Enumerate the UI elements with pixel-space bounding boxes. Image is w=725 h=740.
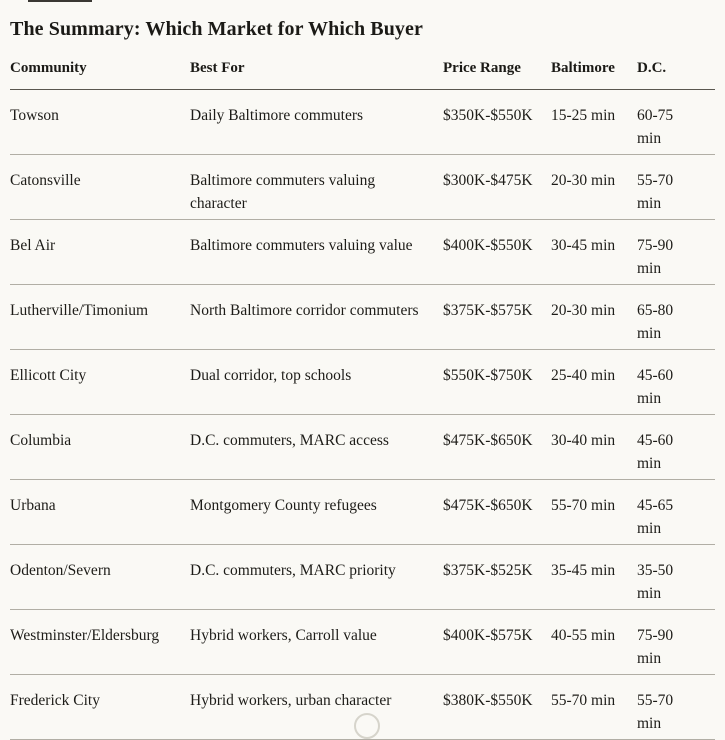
cell-community: Frederick City xyxy=(10,675,190,740)
cell-price_range: $475K-$650K xyxy=(443,480,551,545)
cell-dc: 45-60 min xyxy=(637,415,715,480)
cell-best_for: Daily Baltimore commuters xyxy=(190,90,443,155)
table-row xyxy=(10,350,715,415)
table-header-row xyxy=(10,61,715,90)
cell-dc: 55-70 min xyxy=(637,675,715,740)
cell-price_range: $375K-$525K xyxy=(443,545,551,610)
cell-best_for: Hybrid workers, Carroll value xyxy=(190,610,443,675)
cell-price_range: $300K-$475K xyxy=(443,155,551,220)
cell-baltimore: 55-70 min xyxy=(551,480,637,545)
cell-baltimore: 20-30 min xyxy=(551,155,637,220)
cell-price_range: $400K-$550K xyxy=(443,220,551,285)
top-edge-line xyxy=(28,0,92,2)
table-body xyxy=(10,90,715,740)
cell-price_range: $375K-$575K xyxy=(443,285,551,350)
cell-price_range: $400K-$575K xyxy=(443,610,551,675)
cell-best_for: Baltimore commuters valuing character xyxy=(190,155,443,220)
table-row xyxy=(10,610,715,675)
cell-community: Ellicott City xyxy=(10,350,190,415)
cell-price_range: $550K-$750K xyxy=(443,350,551,415)
cell-baltimore: 55-70 min xyxy=(551,675,637,740)
cell-baltimore: 25-40 min xyxy=(551,350,637,415)
cell-best_for: North Baltimore corridor commuters xyxy=(190,285,443,350)
scroll-top-button-partial[interactable] xyxy=(354,713,380,739)
table-row xyxy=(10,415,715,480)
column-header-price_range: Price Range xyxy=(443,61,551,90)
cell-dc: 35-50 min xyxy=(637,545,715,610)
cell-community: Bel Air xyxy=(10,220,190,285)
column-header-community: Community xyxy=(10,61,190,90)
cell-dc: 65-80 min xyxy=(637,285,715,350)
table-row xyxy=(10,155,715,220)
summary-table xyxy=(10,61,715,740)
cell-baltimore: 15-25 min xyxy=(551,90,637,155)
cell-price_range: $350K-$550K xyxy=(443,90,551,155)
cell-best_for: Baltimore commuters valuing value xyxy=(190,220,443,285)
cell-best_for: Hybrid workers, urban character xyxy=(190,675,443,740)
column-header-best_for: Best For xyxy=(190,61,443,90)
cell-best_for: D.C. commuters, MARC access xyxy=(190,415,443,480)
table-row xyxy=(10,220,715,285)
column-header-baltimore: Baltimore xyxy=(551,61,637,90)
cell-baltimore: 40-55 min xyxy=(551,610,637,675)
cell-dc: 55-70 min xyxy=(637,155,715,220)
page-title: The Summary: Which Market for Which Buyer xyxy=(10,18,423,40)
cell-best_for: Dual corridor, top schools xyxy=(190,350,443,415)
cell-community: Westminster/Eldersburg xyxy=(10,610,190,675)
header-row xyxy=(10,61,715,90)
cell-community: Columbia xyxy=(10,415,190,480)
column-header-dc: D.C. xyxy=(637,61,715,90)
cell-baltimore: 30-45 min xyxy=(551,220,637,285)
cell-dc: 75-90 min xyxy=(637,220,715,285)
cell-dc: 45-65 min xyxy=(637,480,715,545)
cell-community: Odenton/Severn xyxy=(10,545,190,610)
table-row xyxy=(10,480,715,545)
cell-baltimore: 20-30 min xyxy=(551,285,637,350)
table-row xyxy=(10,285,715,350)
cell-baltimore: 35-45 min xyxy=(551,545,637,610)
cell-best_for: D.C. commuters, MARC priority xyxy=(190,545,443,610)
cell-community: Urbana xyxy=(10,480,190,545)
cell-dc: 45-60 min xyxy=(637,350,715,415)
cell-dc: 60-75 min xyxy=(637,90,715,155)
cell-dc: 75-90 min xyxy=(637,610,715,675)
cell-community: Catonsville xyxy=(10,155,190,220)
cell-price_range: $475K-$650K xyxy=(443,415,551,480)
cell-price_range: $380K-$550K xyxy=(443,675,551,740)
table-row xyxy=(10,545,715,610)
cell-community: Lutherville/Timonium xyxy=(10,285,190,350)
cell-best_for: Montgomery County refugees xyxy=(190,480,443,545)
cell-baltimore: 30-40 min xyxy=(551,415,637,480)
cell-community: Towson xyxy=(10,90,190,155)
table-row xyxy=(10,90,715,155)
